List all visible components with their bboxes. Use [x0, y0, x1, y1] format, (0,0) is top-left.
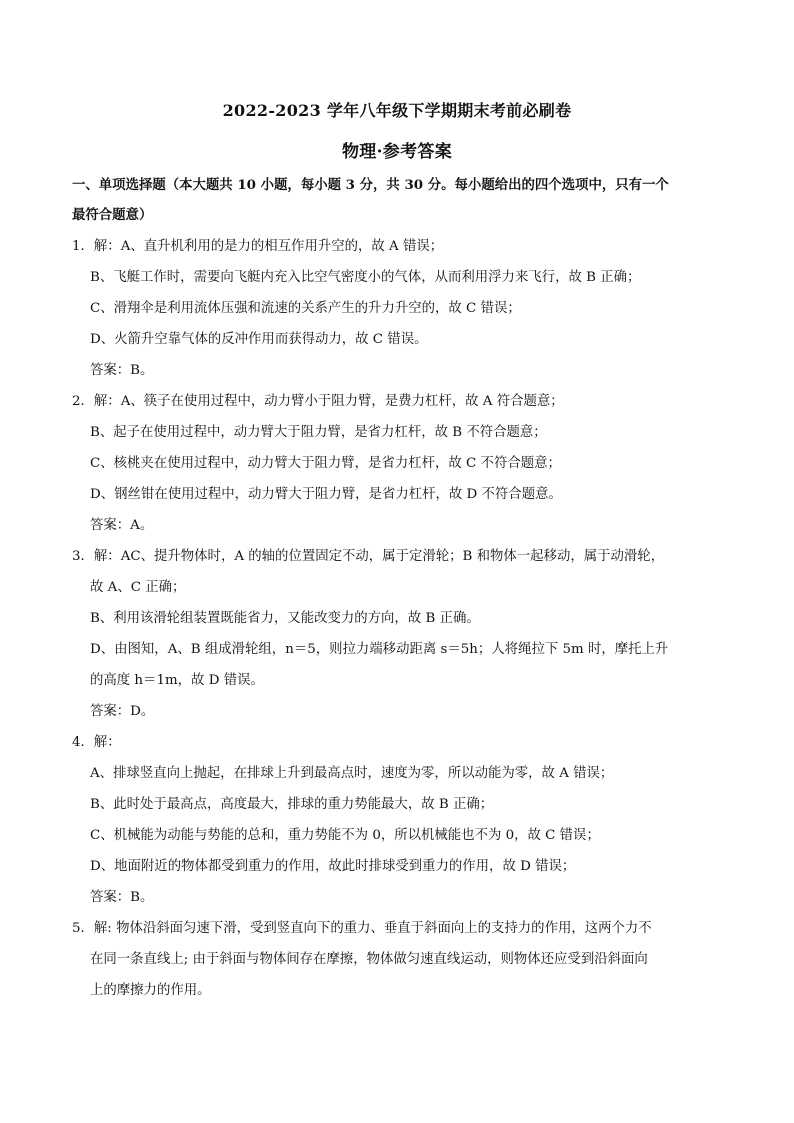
q3-line-a-cont: 故 A、C 正确； — [90, 580, 186, 595]
q4-line-d: C、机械能为动能与势能的总和，重力势能不为 0，所以机械能也不为 0，故 C 错误； — [90, 828, 600, 843]
q1-line-c: C、滑翔伞是利用流体压强和流速的关系产生的升力升空的，故 C 错误； — [90, 301, 521, 316]
q2-line-b: B、起子在使用过程中，动力臂大于阻力臂，是省力杠杆，故 B 不符合题意； — [90, 425, 547, 440]
q1-line-a: 1．解：A、直升机利用的是力的相互作用升空的，故 A 错误； — [72, 239, 444, 254]
q4-line-e: D、地面附近的物体都受到重力的作用，故此时排球受到重力的作用，故 D 错误； — [90, 859, 576, 874]
q5-line-b: 在同一条直线上; 由于斜面与物体间存在摩擦，物体做匀速直线运动，则物体还应受到沿斜面向 — [90, 952, 648, 967]
q1-answer: 答案：B。 — [90, 363, 154, 378]
q3-line-a: 3．解：AC、提升物体时，A 的轴的位置固定不动，属于定滑轮；B 和物体一起移动，属于动滑轮， — [72, 549, 665, 564]
q3-answer: 答案：D。 — [90, 704, 155, 719]
q2-line-d: D、钢丝钳在使用过程中，动力臂大于阻力臂，是省力杠杆，故 D 不符合题意。 — [90, 487, 562, 502]
q5-line-a: 5．解: 物体沿斜面匀速下滑，受到竖直向下的重力、垂直于斜面向上的支持力的作用，这两个力不 — [72, 921, 652, 936]
q4-answer: 答案：B。 — [90, 890, 154, 905]
q2-line-a: 2．解：A、筷子在使用过程中，动力臂小于阻力臂，是费力杠杆，故 A 符合题意； — [72, 394, 564, 409]
q4-line-c: B、此时处于最高点，高度最大，排球的重力势能最大，故 B 正确； — [90, 797, 494, 812]
q1-line-b: B、飞艇工作时，需要向飞艇内充入比空气密度小的气体，从而利用浮力来飞行，故 B 正确； — [90, 270, 641, 285]
q2-line-c: C、核桃夹在使用过程中，动力臂大于阻力臂，是省力杠杆，故 C 不符合题意； — [90, 456, 561, 471]
section-heading-cont: 最符合题意） — [72, 207, 153, 223]
q1-line-d: D、火箭升空靠气体的反冲作用而获得动力，故 C 错误。 — [90, 332, 428, 347]
document-subtitle: 物理·参考答案 — [341, 142, 453, 162]
section-heading: 一、单项选择题（本大题共 10 小题，每小题 3 分，共 30 分。每小题给出的四个选项中，只有一个 — [72, 177, 669, 193]
q3-line-b: B、利用该滑轮组装置既能省力，又能改变力的方向，故 B 正确。 — [90, 611, 480, 626]
q2-answer: 答案：A。 — [90, 518, 154, 533]
q5-line-c: 上的摩擦力的作用。 — [90, 983, 211, 998]
q3-line-d: D、由图知，A、B 组成滑轮组，n＝5，则拉力端移动距离 s＝5h；人将绳拉下 5m 时，摩托上升 — [90, 642, 669, 657]
q3-line-d-cont: 的高度 h＝1m，故 D 错误。 — [90, 673, 264, 688]
document-title: 2022-2023 学年八年级下学期期末考前必刷卷 — [222, 101, 572, 120]
q4-line-a: 4．解： — [72, 735, 121, 750]
q4-line-b: A、排球竖直向上抛起，在排球上升到最高点时，速度为零，所以动能为零，故 A 错误； — [90, 766, 614, 781]
